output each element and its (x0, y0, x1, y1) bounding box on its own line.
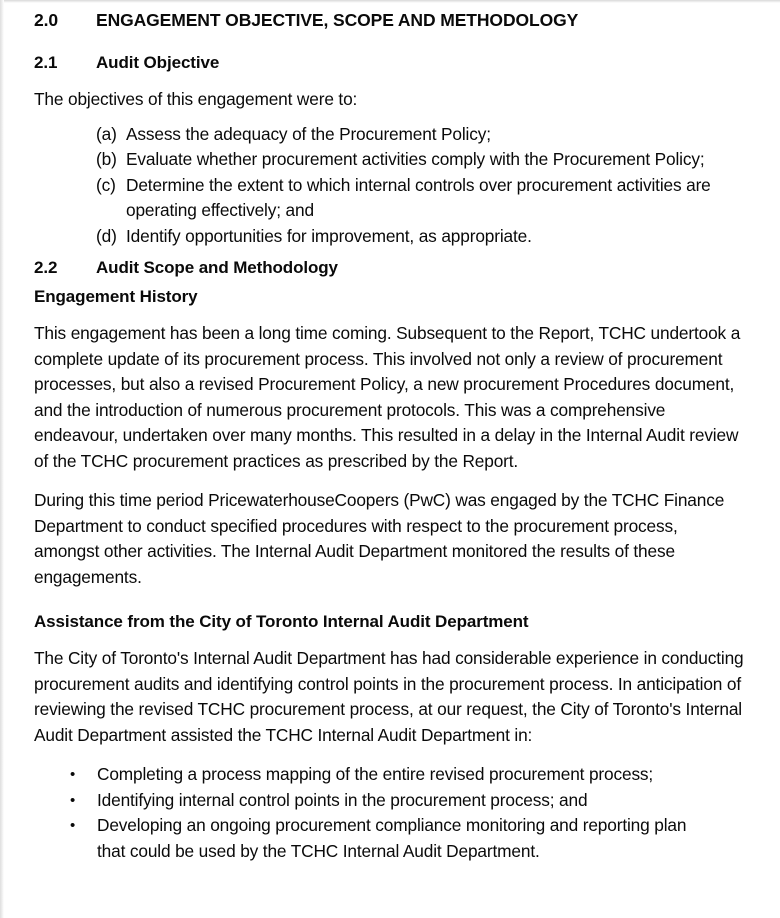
list-marker: (d) (96, 225, 117, 246)
audit-objectives-list (34, 122, 746, 250)
section-title: Audit Scope and Methodology (96, 258, 338, 277)
subheading-assistance-city-toronto: Assistance from the City of Toronto Internal Audit Department (34, 612, 529, 631)
bullet-icon: • (70, 791, 76, 809)
list-marker: (a) (96, 123, 117, 144)
engagement-history-paragraph-2: During this time period PricewaterhouseCoopers (PwC) was engaged by the TCHC Finance Department to conduct specified procedures with respect to the procurement process, amongst other activities. The Internal Audit Department monitored the results of these engagements. (34, 490, 725, 587)
section-number: 2.0 (34, 10, 59, 30)
bullet-icon: • (70, 766, 76, 783)
list-item (70, 813, 746, 864)
list-marker: (c) (96, 174, 116, 195)
list-item (96, 173, 746, 224)
list-item (70, 788, 746, 814)
list-item-text: Determine the extent to which internal controls over procurement activities are operating effectively; and (126, 174, 711, 220)
bullet-icon: • (70, 817, 76, 834)
list-item-text: Identify opportunities for improvement, as appropriate. (126, 225, 532, 246)
list-item-text: Evaluate whether procurement activities comply with the Procurement Policy; (126, 149, 705, 169)
section-heading-2-2 (34, 258, 746, 278)
list-item (70, 762, 746, 788)
section-heading-2-0 (34, 10, 746, 31)
list-item (96, 122, 746, 148)
section-number: 2.1 (34, 53, 58, 72)
section-title: ENGAGEMENT OBJECTIVE, SCOPE AND METHODOLOGY (96, 10, 579, 30)
objective-intro-paragraph: The objectives of this engagement were to: (34, 89, 358, 109)
list-item-text: Completing a process mapping of the entire revised procurement process; (97, 764, 654, 784)
list-item (96, 147, 746, 173)
list-item-text: Identifying internal control points in the procurement process; and (97, 789, 588, 810)
list-item-text: Assess the adequacy of the Procurement Policy; (126, 123, 491, 144)
section-number: 2.2 (34, 258, 58, 277)
list-marker: (b) (96, 149, 117, 169)
engagement-history-paragraph-1: This engagement has been a long time coming. Subsequent to the Report, TCHC undertook a complete update of its procurement process. This involved not only a review of procurement processes, but also a revised Procurement Policy, a new procurement Procedures document, and the introduction of numerous procurement protocols. This was a comprehensive endeavour, undertaken over many months. This resulted in a delay in the Internal Audit review of the TCHC procurement practices as prescribed by the Report. (34, 323, 741, 471)
subheading-engagement-history: Engagement History (34, 287, 198, 306)
assistance-bullet-list (34, 762, 746, 864)
section-title: Audit Objective (96, 53, 220, 72)
list-item-text: Developing an ongoing procurement compliance monitoring and reporting plan that could be used by the TCHC Internal Audit Department. (97, 815, 687, 861)
assistance-paragraph-1: The City of Toronto's Internal Audit Department has had considerable experience in conducting procurement audits and identifying control points in the procurement process. In anticipation of reviewing the revised TCHC procurement process, at our request, the City of Toronto's Internal Audit Department assisted the TCHC Internal Audit Department in: (34, 648, 744, 745)
list-item (96, 224, 746, 250)
section-heading-2-1 (34, 53, 746, 73)
